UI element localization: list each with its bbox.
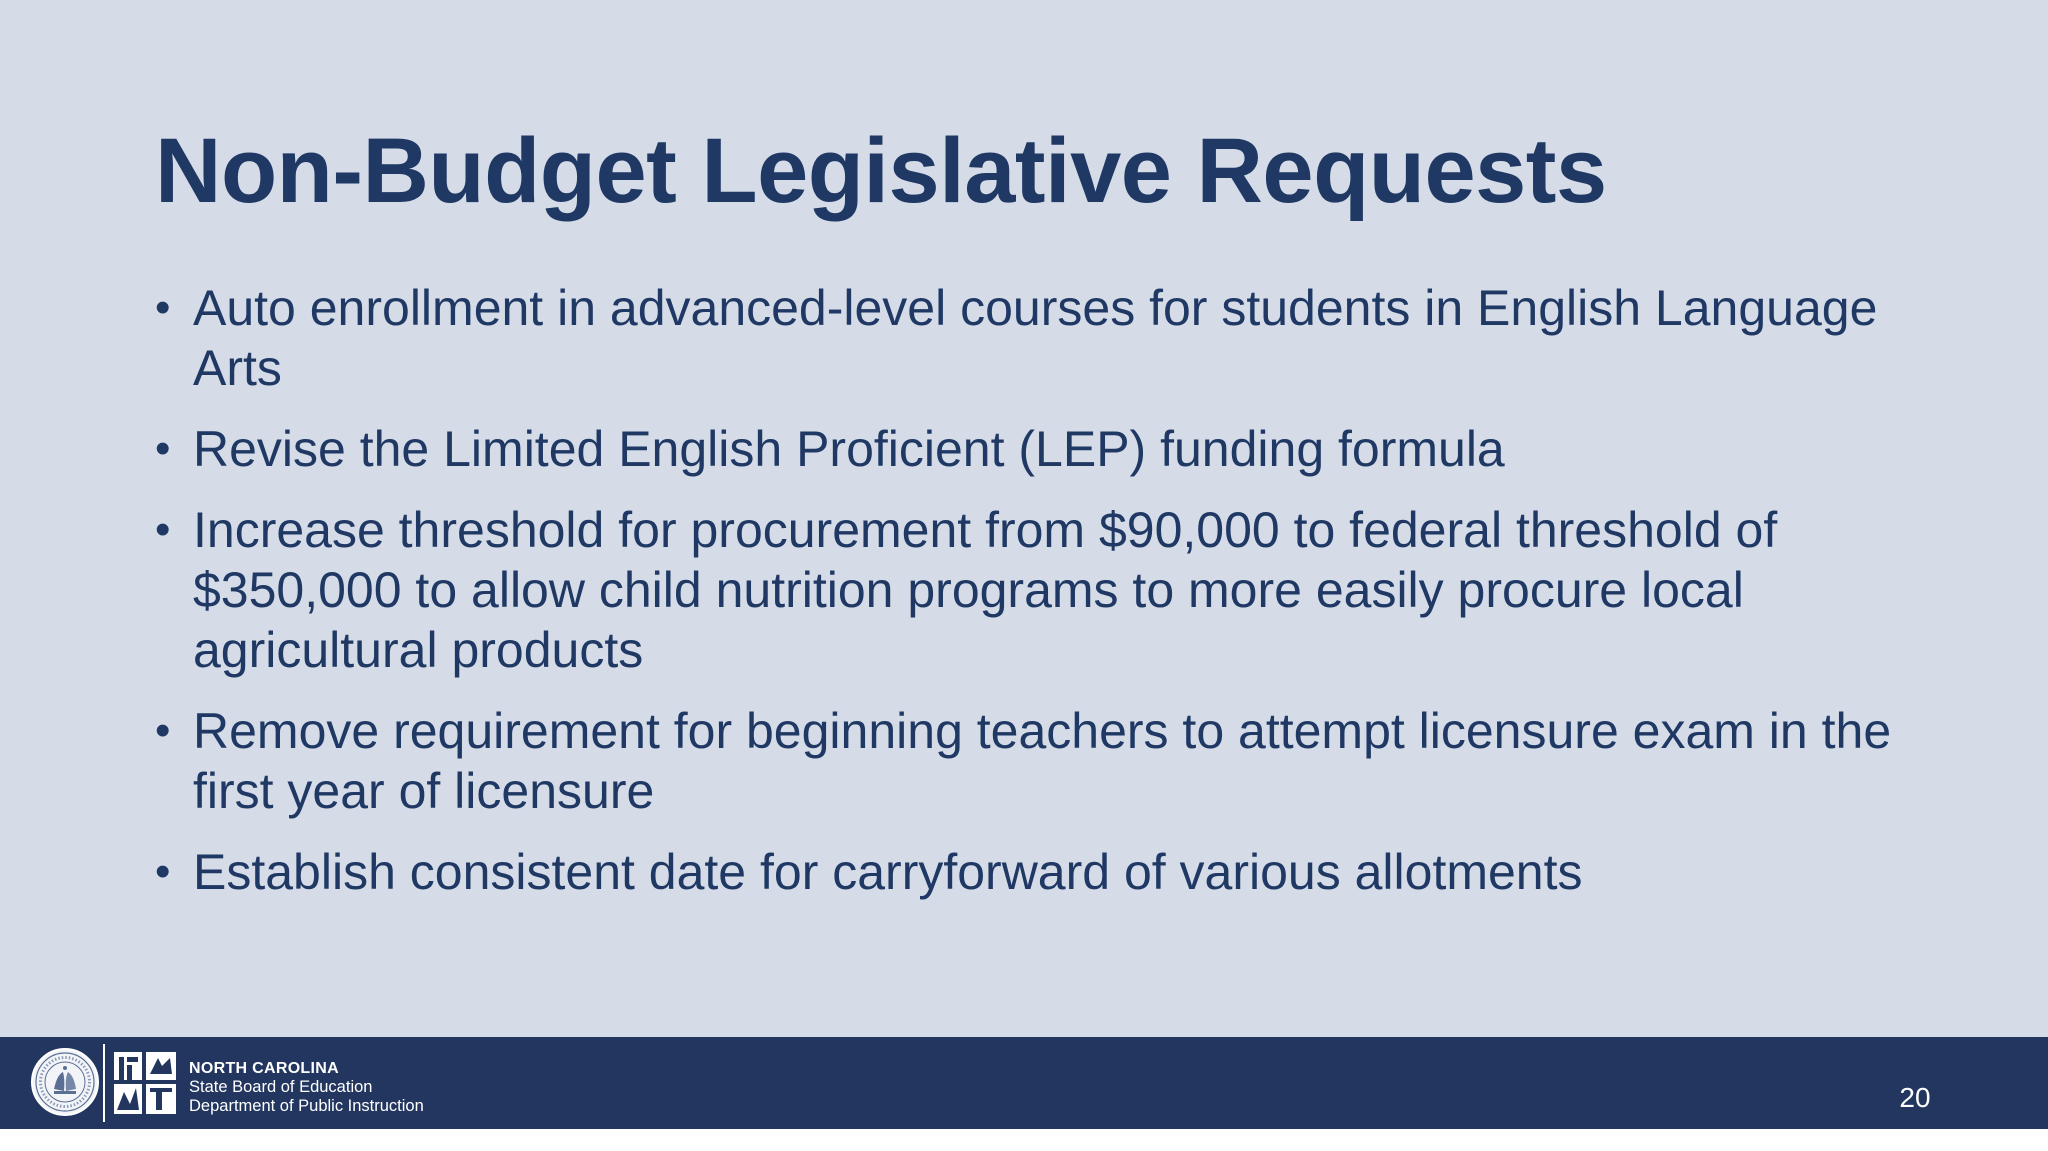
organization-name: [189, 1059, 424, 1116]
bullet-item: [155, 701, 1975, 821]
bullet-marker: •: [155, 706, 171, 755]
footer-divider: [103, 1044, 105, 1122]
footer-bar: [0, 1037, 2048, 1129]
bullet-marker: •: [155, 847, 171, 896]
bullet-list: [155, 278, 1975, 923]
bottom-margin: [0, 1129, 2048, 1151]
slide-title: Non-Budget Legislative Requests: [155, 120, 1607, 222]
bullet-item: [155, 419, 1975, 479]
bullet-text: Revise the Limited English Proficient (LEP) funding formula: [193, 421, 1505, 477]
bullet-item: [155, 278, 1975, 398]
bullet-text: Establish consistent date for carryforward of various allotments: [193, 844, 1583, 900]
bullet-marker: •: [155, 505, 171, 554]
bullet-item: [155, 500, 1975, 680]
bullet-text: Remove requirement for beginning teachers to attempt licensure exam in the first year of licensure: [193, 703, 1892, 819]
dpi-logo-icon: [112, 1048, 178, 1116]
bullet-item: [155, 842, 1975, 902]
bullet-text: Auto enrollment in advanced-level courses for students in English Language Arts: [193, 280, 1878, 396]
org-board-name: State Board of Education: [189, 1078, 373, 1096]
page-number: 20: [1899, 1082, 1931, 1113]
bullet-text: Increase threshold for procurement from $90,000 to federal threshold of $350,000 to allow child nutrition programs to more easily procure local agricultural products: [193, 502, 1778, 678]
org-department-name: Department of Public Instruction: [189, 1097, 424, 1115]
state-board-seal-icon: [30, 1047, 100, 1117]
bullet-marker: •: [155, 283, 171, 332]
bullet-marker: •: [155, 424, 171, 473]
org-state-name: NORTH CAROLINA: [189, 1060, 339, 1077]
